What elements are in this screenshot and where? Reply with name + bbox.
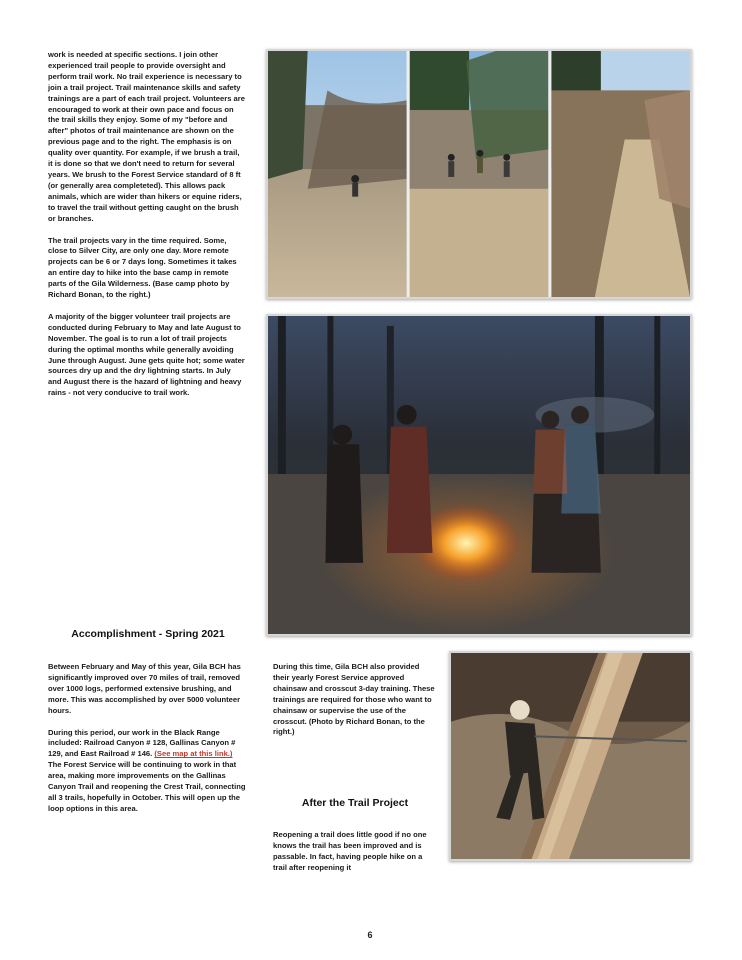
training-paragraph: During this time, Gila BCH also provided their yearly Forest Service approved chainsaw and crosscut 3-day training. These trainings are required for those who want to chainsaw or supervise the use of the crosscut. (Photo by Richard Bonan, to the right.) [273, 662, 435, 737]
base-camp-campfire-image [268, 316, 690, 634]
crosscut-training-photo [449, 651, 692, 861]
page-number: 6 [367, 930, 373, 940]
after-project-column [273, 830, 435, 874]
trail-before-after-photo [266, 49, 692, 299]
training-column [273, 662, 435, 738]
base-camp-campfire-photo [266, 314, 692, 636]
accomplishment-paragraph-2 [48, 728, 246, 815]
accomplishment-paragraph-1: Between February and May of this year, Gila BCH has significantly improved over 70 miles of trail, removed over 1000 logs, performed extensive brushing, and more. This was accomplished by over 5000 volunteer hours. [48, 662, 241, 715]
intro-paragraph-1: work is needed at specific sections. I join other experienced trail people to provide oversight and perform trail work. No trail experience is necessary to join a trail project. Trail maintenance skills and safety trainings are a part of each trail project. Volunteers are encouraged to work at their own pace and focus on the trail skills they enjoy. Some of my "before and after" photos of trail maintenance are shown on the previous page and to the right. The emphasis is on quality over quantity. For example, if we brush a trail, it is done so that we don't need to return for several years. We brush to the Forest Service standard of 8 ft (or generally area completeted). This allows pack animals, which are wider than hikers or equine riders, to travel the trail without getting caught on the brush or branches. [48, 50, 245, 223]
accomplishment-paragraph-2-start: During this period, our work in the Black Range included: Railroad Canyon # 128, Gallinas Canyon # 129, and East Railroad # 146. [48, 727, 236, 759]
accomplishment-paragraph-2-end: The Forest Service will be continuing to work in that area, making more improvements on the Gallinas Canyon Trail and reopening the Crest Trail, connecting all 3 trails, hopefully in October. This will open up the loop options in this area. [48, 760, 246, 813]
accomplishment-column [48, 662, 246, 815]
intro-paragraph-2: The trail projects vary in the time required. Some, close to Silver City, are only one day. More remote projects can be 6 or 7 days long. Sometimes it takes an entire day to hike into the base camp in remote parts of the Gila Wilderness. (Base camp photo by Richard Bonan, to the right.) [48, 235, 237, 300]
accomplishment-heading: Accomplishment - Spring 2021 [71, 628, 225, 640]
intro-column [48, 50, 246, 399]
after-project-heading: After the Trail Project [301, 797, 409, 809]
crosscut-training-image [451, 653, 690, 859]
after-project-paragraph: Reopening a trail does little good if no one knows the trail has been improved and is passable. In fact, having people hike on a trail after reopening it [273, 830, 427, 872]
map-link[interactable]: (See map at this link.) [154, 749, 233, 759]
intro-paragraph-3: A majority of the bigger volunteer trail projects are conducted during February to May and late August to November. The goal is to run a lot of trail projects during the optimal months while generally avoiding June through August. June gets quite hot; some water sources dry up and the dry lightning starts. In July and August there is the hazard of lightning and heavy rains - not very conducive to trail work. [48, 311, 245, 398]
trail-before-after-image [268, 51, 690, 297]
